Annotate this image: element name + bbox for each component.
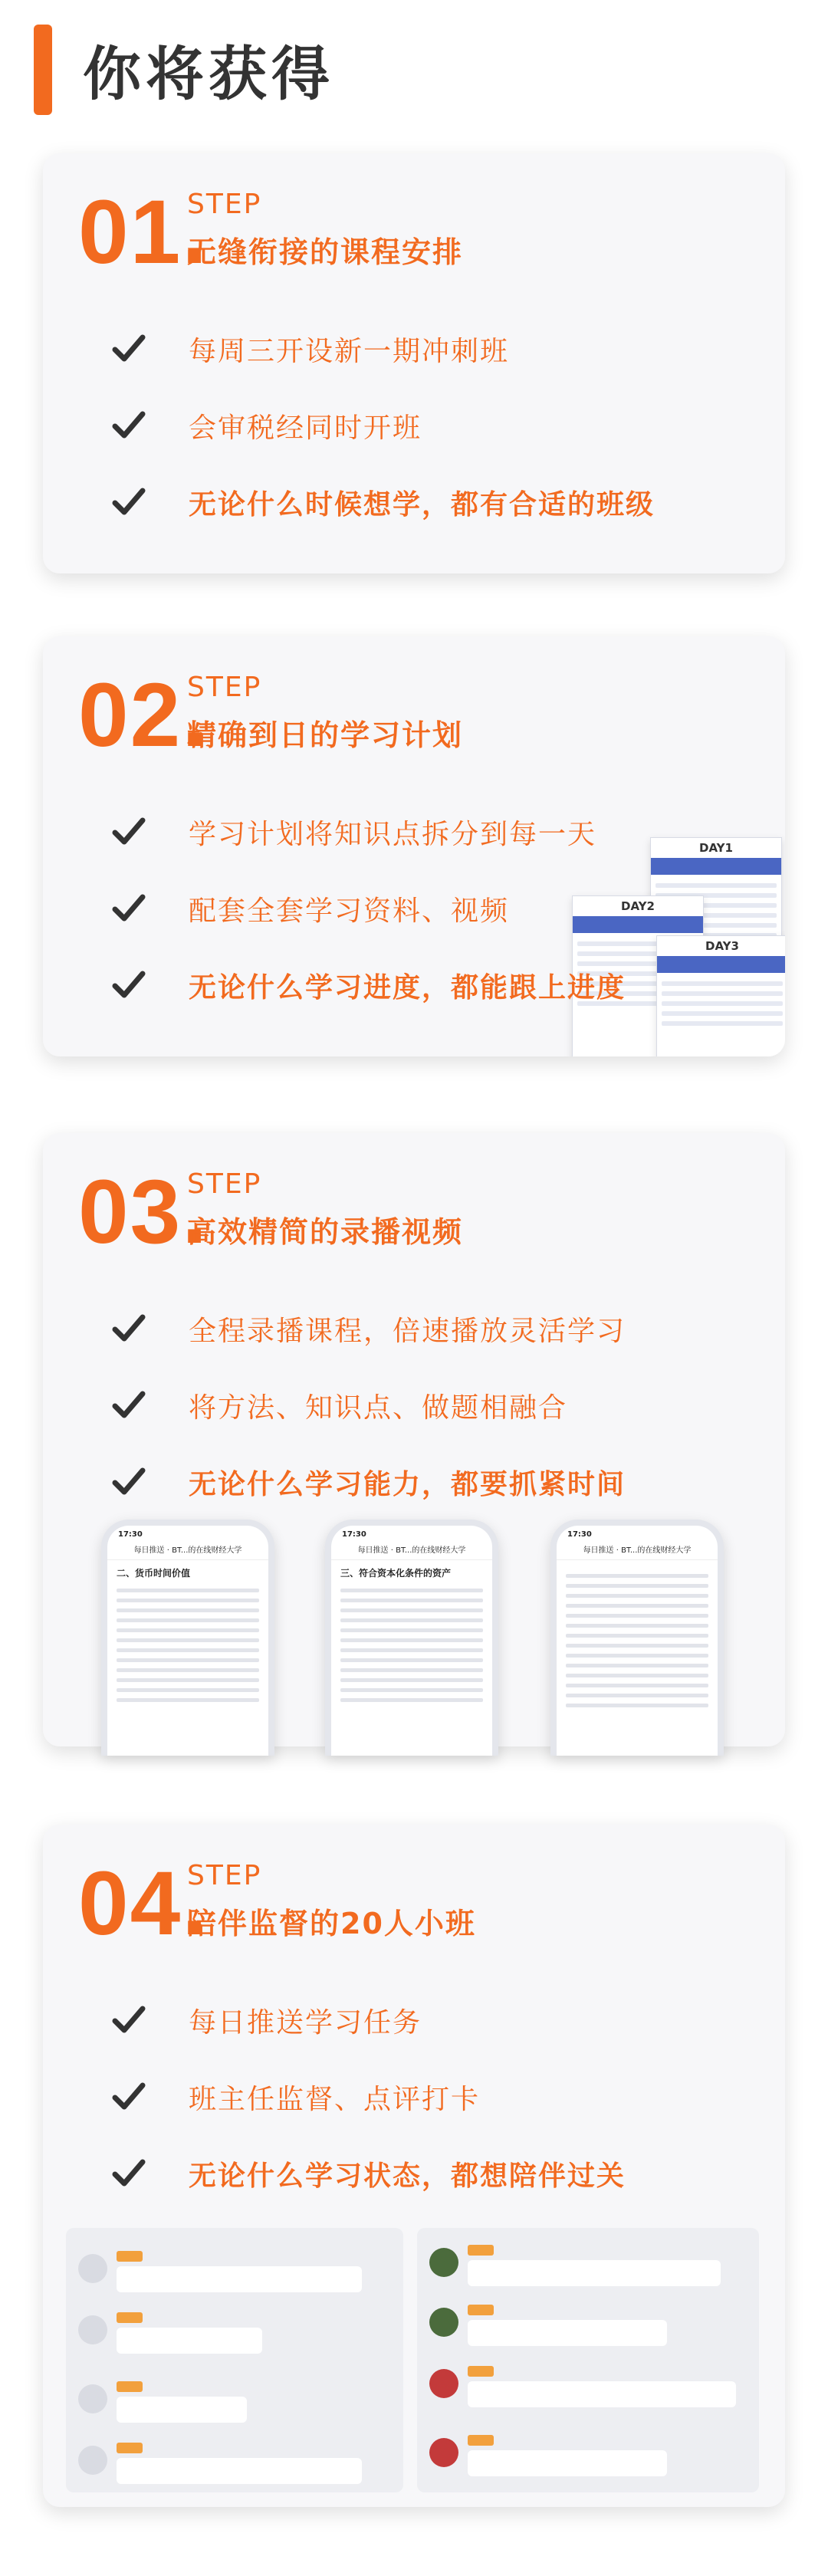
phone-time: 17:30 bbox=[567, 1530, 592, 1539]
day-label: DAY2 bbox=[621, 899, 655, 913]
card-step-01 bbox=[43, 153, 785, 573]
benefit-text: 全程录播课程，倍速播放灵活学习 bbox=[189, 1316, 626, 1347]
benefit-text: 学习计划将知识点拆分到每一天 bbox=[189, 819, 597, 850]
step-subtitle: 精确到日的学习计划 bbox=[187, 718, 464, 752]
header bbox=[0, 0, 828, 138]
day-label: DAY1 bbox=[699, 841, 733, 855]
group-chat-screenshot bbox=[417, 2228, 759, 2492]
step-subtitle: 无缝衔接的课程安排 bbox=[187, 235, 464, 269]
step-subtitle: 陪伴监督的20人小班 bbox=[187, 1907, 476, 1940]
check-icon bbox=[112, 333, 146, 363]
chat-message bbox=[429, 2366, 747, 2409]
check-icon bbox=[112, 486, 146, 517]
sheet-header bbox=[651, 858, 781, 875]
check-icon bbox=[112, 816, 146, 846]
check-icon bbox=[112, 2157, 146, 2188]
check-icon bbox=[112, 1313, 146, 1343]
chat-message bbox=[78, 2443, 391, 2486]
check-icon bbox=[112, 1466, 146, 1497]
benefit-text: 将方法、知识点、做题相融合 bbox=[189, 1392, 568, 1424]
avatar bbox=[429, 2248, 458, 2277]
step-label: STEP bbox=[187, 189, 262, 220]
check-icon bbox=[112, 969, 146, 1000]
phone-heading: 二、货币时间价值 bbox=[117, 1568, 191, 1579]
check-icon bbox=[112, 1389, 146, 1420]
chat-message bbox=[429, 2245, 747, 2288]
avatar bbox=[78, 2315, 107, 2344]
chat-message bbox=[78, 2251, 391, 2294]
avatar bbox=[78, 2254, 107, 2283]
phone-preview bbox=[550, 1520, 724, 1756]
phone-nav-title: 每日推送 · BT...的在线财经大学 bbox=[557, 1540, 718, 1560]
step-label: STEP bbox=[187, 672, 262, 703]
page-title: 你将获得 bbox=[83, 40, 334, 108]
step-number: 01. bbox=[78, 182, 209, 283]
chat-message bbox=[429, 2435, 747, 2478]
phone-nav-title: 每日推送 · BT...的在线财经大学 bbox=[107, 1540, 268, 1560]
phone-preview bbox=[101, 1520, 274, 1756]
benefit-text: 配套全套学习资料、视频 bbox=[189, 895, 510, 927]
benefit-text-highlight: 无论什么学习进度，都能跟上进度 bbox=[189, 972, 626, 1004]
avatar bbox=[429, 2369, 458, 2398]
avatar bbox=[429, 2438, 458, 2467]
check-icon bbox=[112, 892, 146, 923]
chat-message bbox=[78, 2312, 391, 2355]
benefit-text-highlight: 无论什么学习状态，都想陪伴过关 bbox=[189, 2160, 626, 2192]
check-icon bbox=[112, 409, 146, 440]
phone-nav-title: 每日推送 · BT...的在线财经大学 bbox=[331, 1540, 492, 1560]
step-number: 03. bbox=[78, 1162, 209, 1263]
benefit-text: 班主任监督、点评打卡 bbox=[189, 2084, 481, 2115]
phone-heading: 三、符合资本化条件的资产 bbox=[340, 1568, 452, 1579]
chat-message bbox=[78, 2381, 391, 2424]
check-icon bbox=[112, 2081, 146, 2111]
phone-time: 17:30 bbox=[342, 1530, 366, 1539]
title-accent-bar bbox=[34, 25, 52, 115]
benefit-text-highlight: 无论什么时候想学，都有合适的班级 bbox=[189, 489, 656, 521]
benefit-text: 每日推送学习任务 bbox=[189, 2007, 422, 2039]
card-step-02 bbox=[43, 636, 785, 1056]
step-number: 04. bbox=[78, 1853, 209, 1954]
chat-message bbox=[429, 2305, 747, 2348]
day-label: DAY3 bbox=[705, 939, 739, 953]
benefit-text: 会审税经同时开班 bbox=[189, 412, 422, 444]
avatar bbox=[78, 2446, 107, 2475]
benefit-text: 每周三开设新一期冲刺班 bbox=[189, 336, 510, 367]
phone-time: 17:30 bbox=[118, 1530, 143, 1539]
sheet-header bbox=[573, 916, 703, 933]
phone-preview bbox=[325, 1520, 498, 1756]
sheet-header bbox=[657, 956, 785, 973]
study-plan-sheet-day3 bbox=[656, 935, 785, 1056]
step-label: STEP bbox=[187, 1168, 262, 1200]
check-icon bbox=[112, 2004, 146, 2035]
avatar bbox=[429, 2308, 458, 2337]
step-subtitle: 高效精简的录播视频 bbox=[187, 1215, 464, 1249]
avatar bbox=[78, 2384, 107, 2413]
group-chat-screenshot bbox=[66, 2228, 403, 2492]
step-number: 02. bbox=[78, 665, 209, 766]
benefit-text-highlight: 无论什么学习能力，都要抓紧时间 bbox=[189, 1469, 626, 1500]
step-label: STEP bbox=[187, 1860, 262, 1891]
